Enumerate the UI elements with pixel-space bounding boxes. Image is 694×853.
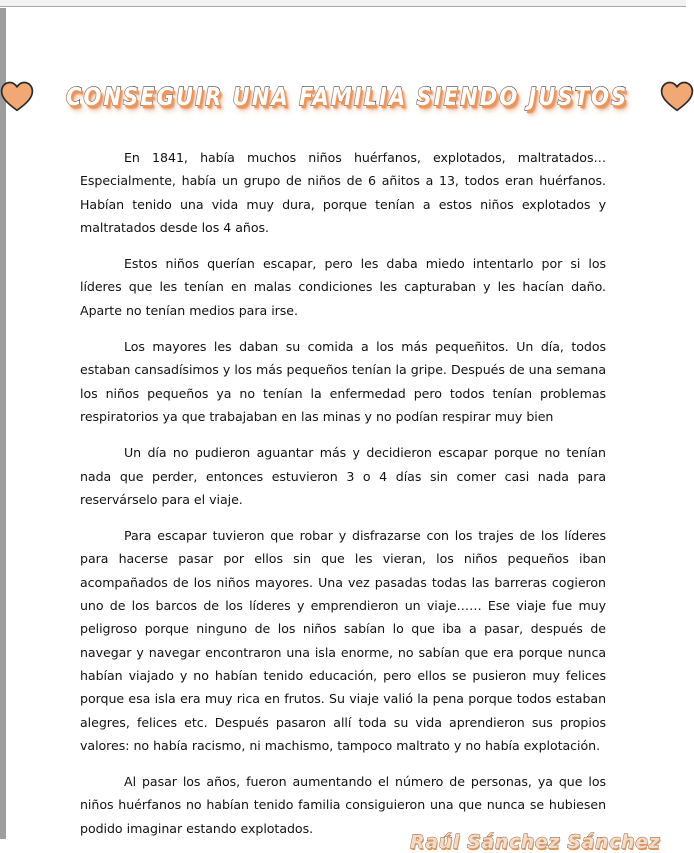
footer-signature-clip [8,831,686,853]
heart-icon [0,81,34,112]
paragraph: Un día no pudieron aguantar más y decidieron escapar porque no tenían nada que perder, entonces estuvieron 3 o 4 días sin comer casi nada para reservárselo para el viaje. [80,445,606,507]
page-top-edge [0,0,686,7]
page-sheet [8,8,686,853]
article-body [80,146,606,840]
footer-signature: Raúl Sánchez Sánchez [410,831,661,853]
document-title-band [8,68,686,124]
paragraph: Al pasar los años, fueron aumentando el número de personas, ya que los niños huérfanos no habían tenido familia consiguieron una que nunca se hubiesen podido imaginar estando explotados. [80,774,606,836]
paragraph: Los mayores les daban su comida a los más pequeñitos. Un día, todos estaban cansadísimos y los más pequeños tenían la gripe. Después de una semana los niños pequeños ya no tenían la enfermedad pero todos tenían problemas respiratorios ya que trabajaban en las minas y no podían respirar muy bien [80,339,606,424]
heart-icon [660,81,694,112]
paragraph: Para escapar tuvieron que robar y disfrazarse con los trajes de los líderes para hacerse pasar por ellos sin que les vieran, los niños pequeños iban acompañados de los niños mayores. Una vez pasadas todas las barreras cogieron uno de los barcos de los líderes y emprendieron un viaje…… Ese viaje fue muy peligroso porque ninguno de los niños sabían lo que iba a pasar, después de navegar y navegar encontraron una isla enorme, no sabían que era porque nunca habían viajado y no habían tenido educación, pero ellos se pusieron muy felices porque esa isla era muy rica en frutos. Su viaje valió la pena porque todos estaban alegres, felices etc. Después pasaron allí toda su vida aprendieron sus propios valores: no había racismo, ni machismo, tampoco maltrato y no había explotación. [80,528,606,753]
page-title: CONSEGUIR UNA FAMILIA SIENDO JUSTOS [65,81,629,111]
paragraph: En 1841, había muchos niños huérfanos, explotados, maltratados… Especialmente, había un grupo de niños de 6 añitos a 13, todos eran huérfanos. Habían tenido una vida muy dura, porque tenían a estos niños explotados y maltratados desde los 4 años. [80,150,606,235]
paragraph: Estos niños querían escapar, pero les daba miedo intentarlo por si los líderes que les tenían en malas condiciones les capturaban y les hacían daño. Aparte no tenían medios para irse. [80,256,606,318]
